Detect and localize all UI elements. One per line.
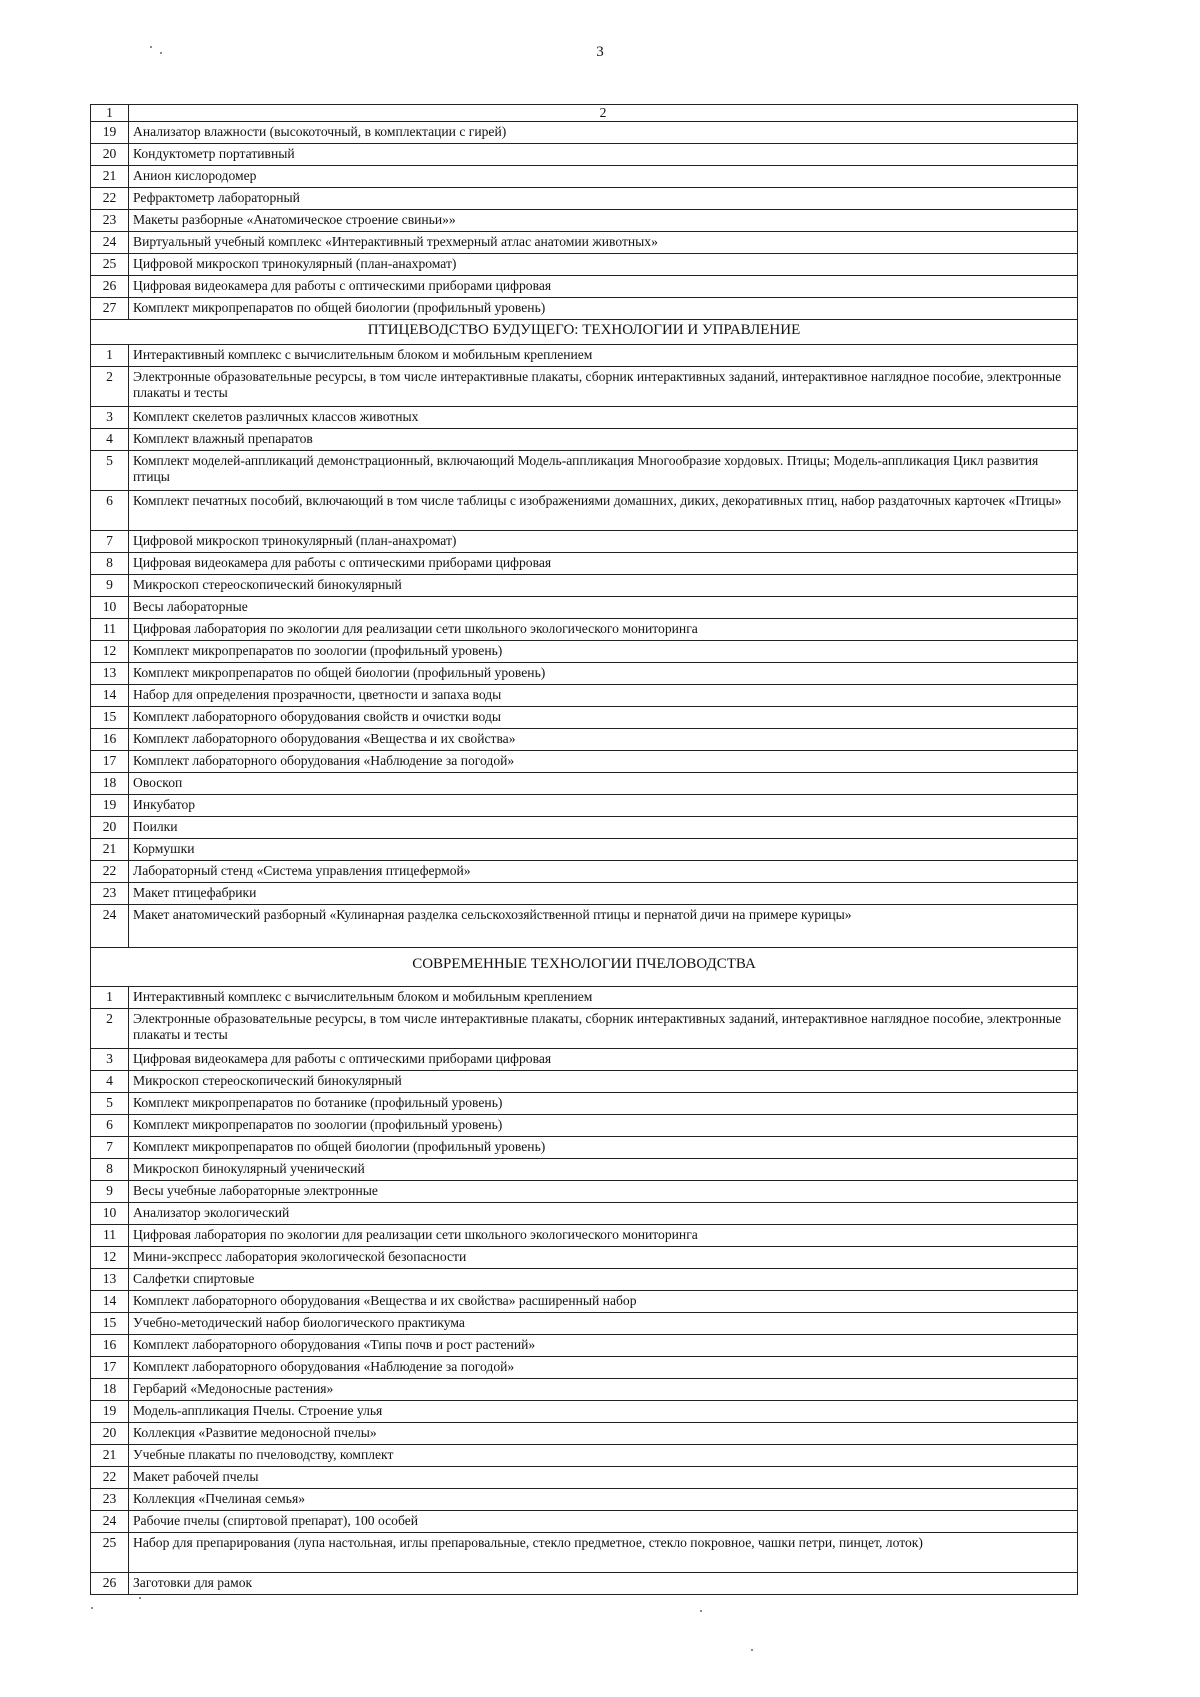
table-row [91, 1225, 1078, 1247]
item-name: Весы учебные лабораторные электронные [129, 1181, 1078, 1203]
table-row [91, 1247, 1078, 1269]
table-row [91, 641, 1078, 663]
table-row [91, 751, 1078, 773]
scan-speck [751, 1649, 753, 1651]
row-number: 18 [91, 1379, 129, 1401]
item-name: Макет птицефабрики [129, 883, 1078, 905]
section-header-row [91, 320, 1078, 345]
row-number: 15 [91, 707, 129, 729]
item-name: Инкубатор [129, 795, 1078, 817]
scan-speck [150, 46, 152, 48]
row-number: 19 [91, 795, 129, 817]
row-number: 7 [91, 531, 129, 553]
item-name: Коллекция «Пчелиная семья» [129, 1489, 1078, 1511]
item-name: Цифровая видеокамера для работы с оптическими приборами цифровая [129, 276, 1078, 298]
header-col-name: 2 [129, 105, 1078, 122]
table-row [91, 531, 1078, 553]
row-number: 1 [91, 987, 129, 1009]
item-name: Набор для определения прозрачности, цветности и запаха воды [129, 685, 1078, 707]
item-name: Модель-аппликация Пчелы. Строение улья [129, 1401, 1078, 1423]
table-row [91, 685, 1078, 707]
row-number: 22 [91, 188, 129, 210]
row-number: 26 [91, 276, 129, 298]
section-title: СОВРЕМЕННЫЕ ТЕХНОЛОГИИ ПЧЕЛОВОДСТВА [91, 948, 1078, 987]
table-row [91, 1335, 1078, 1357]
item-name: Цифровая видеокамера для работы с оптическими приборами цифровая [129, 1049, 1078, 1071]
item-name: Кормушки [129, 839, 1078, 861]
row-number: 4 [91, 1071, 129, 1093]
table-row [91, 232, 1078, 254]
row-number: 12 [91, 1247, 129, 1269]
item-name: Заготовки для рамок [129, 1573, 1078, 1595]
item-name: Цифровой микроскоп тринокулярный (план-анахромат) [129, 531, 1078, 553]
item-name: Цифровая лаборатория по экологии для реализации сети школьного экологического мониторинга [129, 1225, 1078, 1247]
table-row [91, 987, 1078, 1009]
row-number: 26 [91, 1573, 129, 1595]
table-row [91, 188, 1078, 210]
item-name: Анализатор экологический [129, 1203, 1078, 1225]
item-name: Комплект микропрепаратов по общей биологии (профильный уровень) [129, 298, 1078, 320]
table-row [91, 553, 1078, 575]
table-row [91, 729, 1078, 751]
row-number: 23 [91, 210, 129, 232]
row-number: 23 [91, 1489, 129, 1511]
row-number: 14 [91, 1291, 129, 1313]
item-name: Лабораторный стенд «Система управления птицефермой» [129, 861, 1078, 883]
row-number: 6 [91, 491, 129, 531]
table-row [91, 861, 1078, 883]
item-name: Комплект лабораторного оборудования «Вещества и их свойства» [129, 729, 1078, 751]
row-number: 6 [91, 1115, 129, 1137]
page-number: 3 [596, 44, 604, 60]
table-row [91, 345, 1078, 367]
row-number: 3 [91, 407, 129, 429]
table-row [91, 839, 1078, 861]
row-number: 17 [91, 751, 129, 773]
table-row [91, 210, 1078, 232]
item-name: Интерактивный комплекс с вычислительным блоком и мобильным креплением [129, 345, 1078, 367]
row-number: 25 [91, 1533, 129, 1573]
table-row [91, 122, 1078, 144]
row-number: 16 [91, 729, 129, 751]
row-number: 10 [91, 1203, 129, 1225]
item-name: Комплект микропрепаратов по ботанике (профильный уровень) [129, 1093, 1078, 1115]
row-number: 11 [91, 1225, 129, 1247]
table-header-row [91, 105, 1078, 122]
scan-speck [91, 1607, 93, 1609]
item-name: Микроскоп бинокулярный ученический [129, 1159, 1078, 1181]
row-number: 9 [91, 1181, 129, 1203]
row-number: 5 [91, 1093, 129, 1115]
row-number: 19 [91, 122, 129, 144]
row-number: 13 [91, 1269, 129, 1291]
table-row [91, 298, 1078, 320]
row-number: 21 [91, 1445, 129, 1467]
table-row [91, 1423, 1078, 1445]
table-row [91, 491, 1078, 531]
row-number: 5 [91, 451, 129, 491]
table-row [91, 663, 1078, 685]
item-name: Комплект микропрепаратов по зоологии (профильный уровень) [129, 641, 1078, 663]
item-name: Комплект лабораторного оборудования «Наблюдение за погодой» [129, 751, 1078, 773]
table-row [91, 1093, 1078, 1115]
row-number: 23 [91, 883, 129, 905]
item-name: Комплект микропрепаратов по общей биологии (профильный уровень) [129, 663, 1078, 685]
table-row [91, 905, 1078, 948]
item-name: Кондуктометр портативный [129, 144, 1078, 166]
row-number: 22 [91, 1467, 129, 1489]
row-number: 4 [91, 429, 129, 451]
item-name: Анион кислородомер [129, 166, 1078, 188]
item-name: Макет анатомический разборный «Кулинарная разделка сельскохозяйственной птицы и пернатой дичи на примере курицы» [129, 905, 1078, 948]
item-name: Анализатор влажности (высокоточный, в комплектации с гирей) [129, 122, 1078, 144]
item-name: Весы лабораторные [129, 597, 1078, 619]
table-row [91, 1467, 1078, 1489]
item-name: Макеты разборные «Анатомическое строение свиньи»» [129, 210, 1078, 232]
equipment-table [90, 104, 1078, 1595]
row-number: 16 [91, 1335, 129, 1357]
row-number: 20 [91, 817, 129, 839]
table-row [91, 144, 1078, 166]
row-number: 2 [91, 1009, 129, 1049]
item-name: Виртуальный учебный комплекс «Интерактивный трехмерный атлас анатомии животных» [129, 232, 1078, 254]
item-name: Макет рабочей пчелы [129, 1467, 1078, 1489]
item-name: Набор для препарирования (лупа настольная, иглы препаровальные, стекло предметное, стекло покровное, чашки петри, пинцет, лоток) [129, 1533, 1078, 1573]
row-number: 13 [91, 663, 129, 685]
row-number: 7 [91, 1137, 129, 1159]
table-row [91, 707, 1078, 729]
table-body [91, 105, 1078, 1595]
row-number: 11 [91, 619, 129, 641]
table-row [91, 276, 1078, 298]
item-name: Коллекция «Развитие медоносной пчелы» [129, 1423, 1078, 1445]
item-name: Мини-экспресс лаборатория экологической безопасности [129, 1247, 1078, 1269]
item-name: Комплект микропрепаратов по зоологии (профильный уровень) [129, 1115, 1078, 1137]
table-row [91, 367, 1078, 407]
table-row [91, 597, 1078, 619]
item-name: Микроскоп стереоскопический бинокулярный [129, 575, 1078, 597]
item-name: Комплект печатных пособий, включающий в том числе таблицы с изображениями домашних, диких, декоративных птиц, набор раздаточных карточек «Птицы» [129, 491, 1078, 531]
table-row [91, 1401, 1078, 1423]
scan-speck [160, 52, 162, 54]
item-name: Комплект лабораторного оборудования «Наблюдение за погодой» [129, 1357, 1078, 1379]
table-row [91, 254, 1078, 276]
item-name: Комплект микропрепаратов по общей биологии (профильный уровень) [129, 1137, 1078, 1159]
row-number: 18 [91, 773, 129, 795]
item-name: Комплект лабораторного оборудования «Типы почв и рост растений» [129, 1335, 1078, 1357]
item-name: Комплект лабораторного оборудования «Вещества и их свойства» расширенный набор [129, 1291, 1078, 1313]
table-row [91, 1445, 1078, 1467]
row-number: 2 [91, 367, 129, 407]
table-row [91, 1137, 1078, 1159]
header-col-number: 1 [91, 105, 129, 122]
table-row [91, 1291, 1078, 1313]
row-number: 21 [91, 166, 129, 188]
row-number: 21 [91, 839, 129, 861]
item-name: Цифровая видеокамера для работы с оптическими приборами цифровая [129, 553, 1078, 575]
item-name: Комплект моделей-аппликаций демонстрационный, включающий Модель-аппликация Многообразие хордовых. Птицы; Модель-аппликация Цикл развития птицы [129, 451, 1078, 491]
item-name: Поилки [129, 817, 1078, 839]
item-name: Комплект влажный препаратов [129, 429, 1078, 451]
table-row [91, 1269, 1078, 1291]
table-row [91, 1071, 1078, 1093]
row-number: 20 [91, 1423, 129, 1445]
item-name: Комплект скелетов различных классов животных [129, 407, 1078, 429]
section-header-row [91, 948, 1078, 987]
item-name: Рабочие пчелы (спиртовой препарат), 100 особей [129, 1511, 1078, 1533]
table-row [91, 1203, 1078, 1225]
item-name: Овоскоп [129, 773, 1078, 795]
item-name: Электронные образовательные ресурсы, в том числе интерактивные плакаты, сборник интерактивных заданий, интерактивное наглядное пособие, электронные плакаты и тесты [129, 1009, 1078, 1049]
item-name: Цифровой микроскоп тринокулярный (план-анахромат) [129, 254, 1078, 276]
row-number: 27 [91, 298, 129, 320]
table-row [91, 1049, 1078, 1071]
table-row [91, 1115, 1078, 1137]
row-number: 24 [91, 1511, 129, 1533]
row-number: 25 [91, 254, 129, 276]
table-row [91, 1489, 1078, 1511]
row-number: 8 [91, 1159, 129, 1181]
table-row [91, 1181, 1078, 1203]
item-name: Гербарий «Медоносные растения» [129, 1379, 1078, 1401]
row-number: 20 [91, 144, 129, 166]
item-name: Микроскоп стереоскопический бинокулярный [129, 1071, 1078, 1093]
table-row [91, 773, 1078, 795]
row-number: 8 [91, 553, 129, 575]
table-row [91, 407, 1078, 429]
table-row [91, 1573, 1078, 1595]
item-name: Электронные образовательные ресурсы, в том числе интерактивные плакаты, сборник интерактивных заданий, интерактивное наглядное пособие, электронные плакаты и тесты [129, 367, 1078, 407]
scan-speck [700, 1610, 702, 1612]
item-name: Интерактивный комплекс с вычислительным блоком и мобильным креплением [129, 987, 1078, 1009]
row-number: 14 [91, 685, 129, 707]
table-row [91, 575, 1078, 597]
table-row [91, 619, 1078, 641]
row-number: 15 [91, 1313, 129, 1335]
row-number: 22 [91, 861, 129, 883]
row-number: 12 [91, 641, 129, 663]
table-row [91, 429, 1078, 451]
item-name: Цифровая лаборатория по экологии для реализации сети школьного экологического мониторинга [129, 619, 1078, 641]
table-row [91, 1357, 1078, 1379]
table-row [91, 817, 1078, 839]
table-row [91, 795, 1078, 817]
row-number: 3 [91, 1049, 129, 1071]
table-row [91, 1511, 1078, 1533]
table-row [91, 1379, 1078, 1401]
item-name: Рефрактометр лабораторный [129, 188, 1078, 210]
section-title: ПТИЦЕВОДСТВО БУДУЩЕГО: ТЕХНОЛОГИИ И УПРАВЛЕНИЕ [91, 320, 1078, 345]
table-row [91, 1159, 1078, 1181]
table-row [91, 883, 1078, 905]
table-row [91, 1533, 1078, 1573]
row-number: 9 [91, 575, 129, 597]
scan-speck [139, 1597, 141, 1599]
row-number: 24 [91, 905, 129, 948]
item-name: Учебные плакаты по пчеловодству, комплект [129, 1445, 1078, 1467]
row-number: 1 [91, 345, 129, 367]
table-row [91, 451, 1078, 491]
table-row [91, 1009, 1078, 1049]
item-name: Салфетки спиртовые [129, 1269, 1078, 1291]
table-row [91, 1313, 1078, 1335]
row-number: 19 [91, 1401, 129, 1423]
item-name: Комплект лабораторного оборудования свойств и очистки воды [129, 707, 1078, 729]
row-number: 24 [91, 232, 129, 254]
item-name: Учебно-методический набор биологического практикума [129, 1313, 1078, 1335]
row-number: 17 [91, 1357, 129, 1379]
row-number: 10 [91, 597, 129, 619]
table-row [91, 166, 1078, 188]
